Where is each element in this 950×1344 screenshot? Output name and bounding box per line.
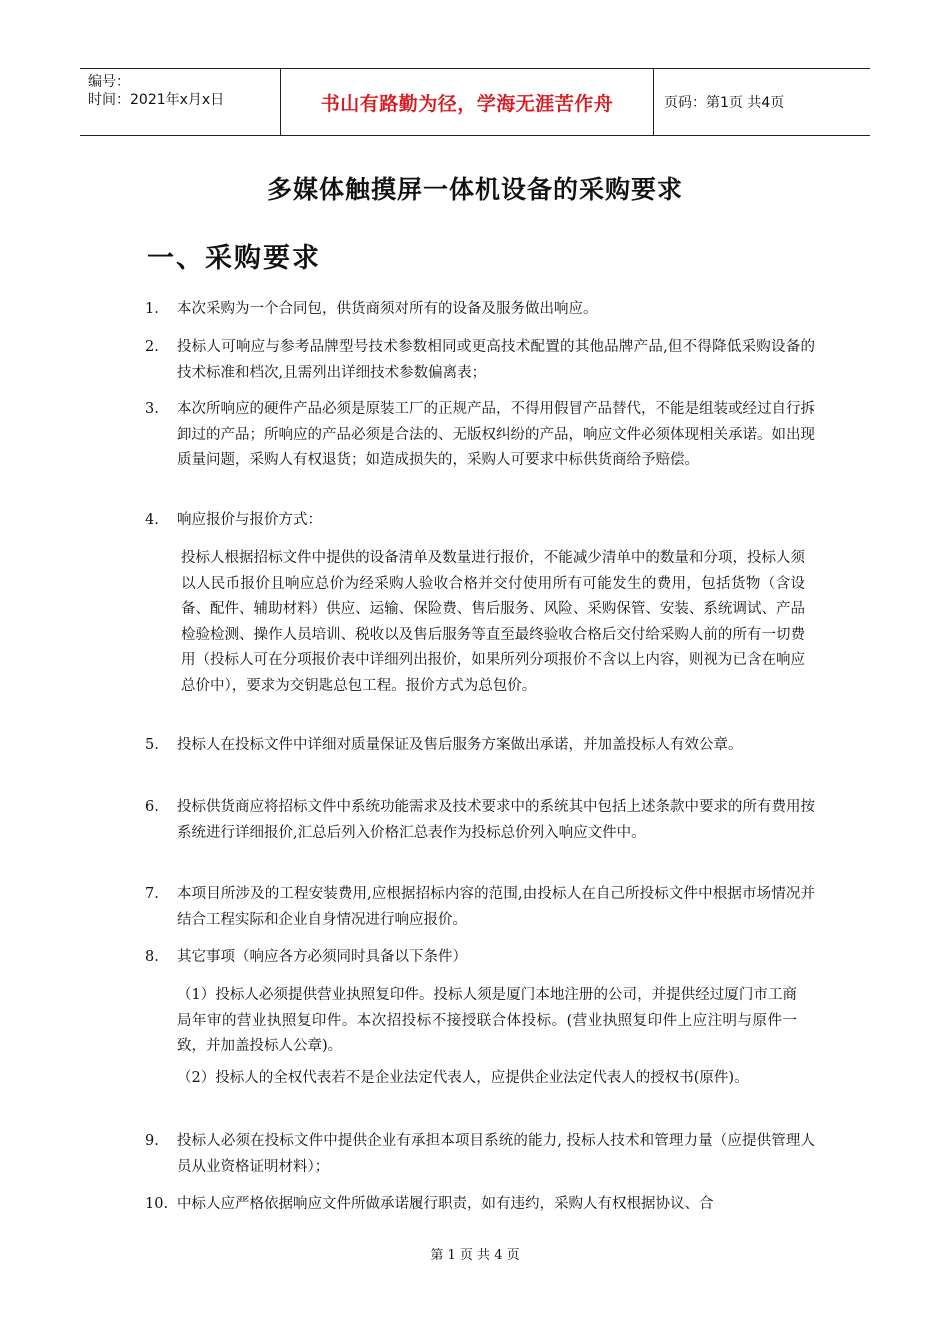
- header-motto-cell: [281, 69, 654, 135]
- list-item: [145, 945, 815, 971]
- item-text: 投标人在投标文件中详细对质量保证及售后服务方案做出承诺，并加盖投标人有效公章。: [177, 737, 743, 753]
- item4-detail: 投标人根据招标文件中提供的设备清单及数量进行报价，不能减少清单中的数量和分项，投标人须以人民币报价且响应总价为经采购人验收合格并交付使用所有可能发生的费用，包括货物（含设备、配件、辅助材料）供应、运输、保险费、售后服务、风险、采购保管、安装、系统调试、产品检验检测、操作人员培训、税收以及售后服务等直至最终验收合格后交付给采购人前的所有一切费用（投标人可在分项报价表中详细列出报价，如果所列分项报价不含以上内容，则视为已含在响应总价中），要求为交钥匙总包工程。报价方式为总包价。: [181, 550, 805, 694]
- item-text: 本次所响应的硬件产品必须是原装工厂的正规产品，不得用假冒产品替代，不能是组装或经过自行拆卸过的产品；所响应的产品必须是合法的、无版权纠纷的产品，响应文件必须体现相关承诺。如出现质量问题，采购人有权退货；如造成损失的，采购人可要求中标供货商给予赔偿。: [177, 401, 815, 468]
- item-number: 10.: [145, 1196, 169, 1212]
- header-meta-cell: [80, 69, 281, 135]
- list-item: [145, 508, 815, 534]
- item-text: 本项目所涉及的工程安装费用,应根据招标内容的范围,由投标人在自己所投标文件中根据市场情况并结合工程实际和企业自身情况进行响应报价。: [177, 886, 815, 928]
- motto: 书山有路勤为径，学海无涯苦作舟: [320, 92, 614, 115]
- item-text: 本次采购为一个合同包，供货商须对所有的设备及服务做出响应。: [177, 301, 598, 317]
- list-item: [145, 795, 815, 846]
- item-text: 响应报价与报价方式：: [177, 512, 322, 528]
- item-number: 4.: [145, 512, 159, 528]
- header-page-cell: [654, 69, 870, 135]
- item-number: 9.: [145, 1133, 159, 1149]
- list-item: [145, 397, 815, 474]
- list-item: [145, 733, 815, 759]
- page-footer: 第 1 页 共 4 页: [430, 1248, 520, 1263]
- list-item: [145, 1192, 815, 1218]
- item-text: 中标人应严格依据响应文件所做承诺履行职责，如有违约，采购人有权根据协议、合: [177, 1196, 714, 1212]
- item8-sub-2: （2）投标人的全权代表若不是企业法定代表人，应提供企业法定代表人的授权书(原件)。: [177, 1070, 749, 1086]
- date-label: 时间：2021年x月x日: [88, 92, 225, 108]
- item-number: 7.: [145, 886, 159, 902]
- list-item: [145, 297, 815, 323]
- item-text: 投标供货商应将招标文件中系统功能需求及技术要求中的系统其中包括上述条款中要求的所有费用按系统进行详细报价,汇总后列入价格汇总表作为投标总价列入响应文件中。: [177, 799, 815, 841]
- item-number: 2.: [145, 339, 159, 355]
- item8-sub-1: （1）投标人必须提供营业执照复印件。投标人须是厦门本地注册的公司，并提供经过厦门市工商局年审的营业执照复印件。本次招投标不接授联合体投标。(营业执照复印件上应注明与原件一致，并加盖投标人公章)。: [177, 987, 797, 1054]
- item-number: 3.: [145, 401, 159, 417]
- page-info: 页码：第1页 共4页: [664, 95, 785, 111]
- list-item: [145, 882, 815, 933]
- document-title: 多媒体触摸屏一体机设备的采购要求: [266, 175, 683, 204]
- item-text: 投标人必须在投标文件中提供企业有承担本项目系统的能力, 投标人技术和管理力量（应提供管理人员从业资格证明材料）；: [177, 1133, 815, 1175]
- item-number: 5.: [145, 737, 159, 753]
- item-number: 1.: [145, 301, 159, 317]
- serial-label: 编号：: [88, 74, 130, 90]
- list-item: [145, 1129, 815, 1180]
- item-text: 其它事项（响应各方必须同时具备以下条件）: [177, 949, 467, 965]
- list-item: [145, 335, 815, 386]
- item-number: 6.: [145, 799, 159, 815]
- header-table: [80, 68, 870, 136]
- item-number: 8.: [145, 949, 159, 965]
- section-heading: 一、采购要求: [147, 243, 321, 274]
- item-text: 投标人可响应与参考品牌型号技术参数相同或更高技术配置的其他品牌产品,但不得降低采购设备的技术标准和档次,且需列出详细技术参数偏离表；: [177, 339, 815, 381]
